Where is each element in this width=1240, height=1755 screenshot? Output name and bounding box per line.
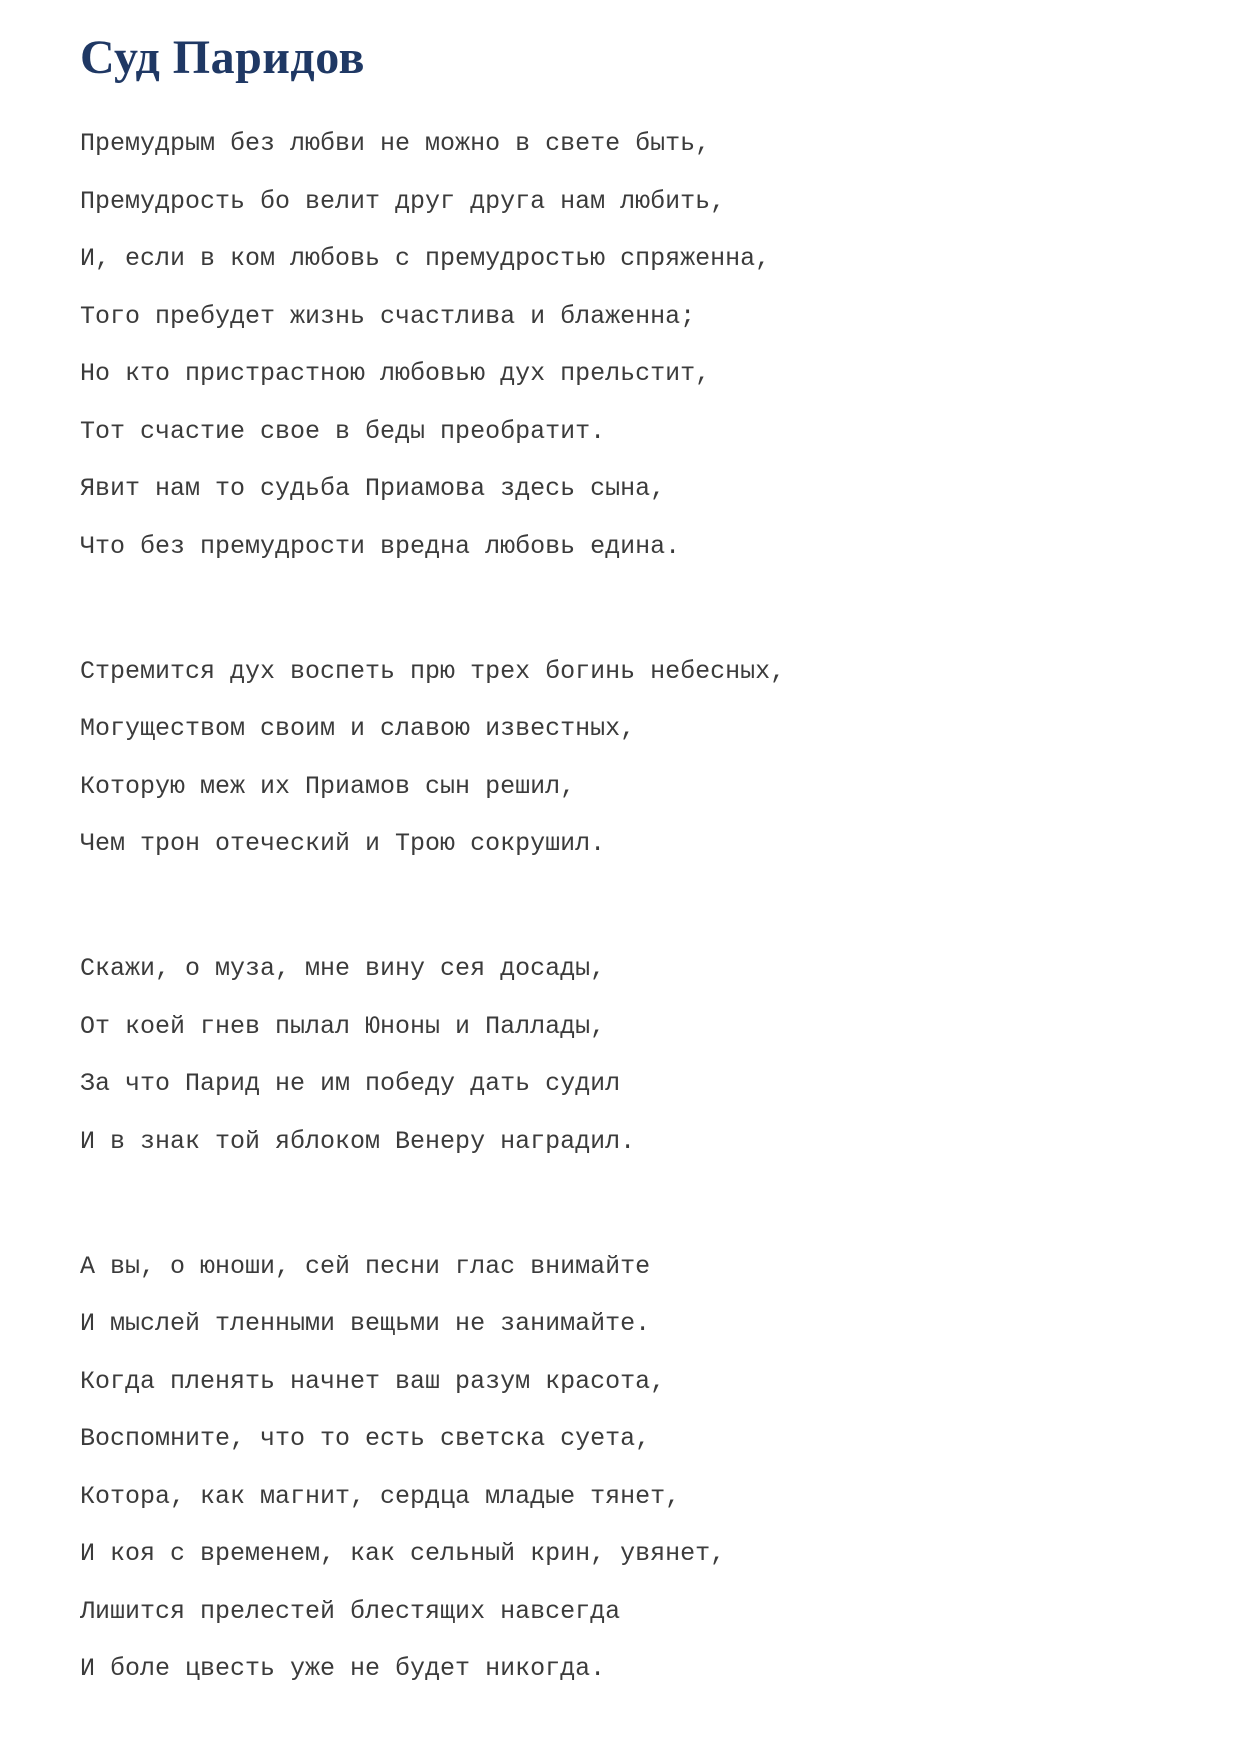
poem-line: Воспомните, что то есть светска суета, bbox=[80, 1424, 651, 1453]
poem-line: Когда пленять начнет ваш разум красота, bbox=[80, 1366, 666, 1396]
poem-line: Но кто пристрастною любовью дух прельстит, bbox=[80, 359, 711, 388]
page-title: Суд Паридов bbox=[80, 31, 365, 84]
poem-line: И мыслей тленными вещьми не занимайте. bbox=[80, 1309, 651, 1338]
poem-line: Могуществом своим и славою известных, bbox=[80, 714, 636, 743]
poem-line: И, если в ком любовь с премудростью спряженна, bbox=[80, 244, 771, 273]
poem-line: Чем трон отеческий и Трою сокрушил. bbox=[80, 829, 606, 858]
poem-line: Явит нам то судьба Приамова здесь сына, bbox=[80, 474, 666, 503]
stanza-3 bbox=[80, 954, 1180, 1184]
poem-line: И коя с временем, как сельный крин, увянет, bbox=[80, 1539, 726, 1568]
poem-line: Которую меж их Приамов сын решил, bbox=[80, 771, 576, 801]
poem-line: От коей гнев пылал Юноны и Паллады, bbox=[80, 1011, 606, 1041]
poem-line: Премудрость бо велит друг друга нам любить, bbox=[80, 186, 726, 216]
poem-body bbox=[80, 129, 1180, 1712]
poem-line: За что Парид не им победу дать судил bbox=[80, 1069, 621, 1098]
poem-line: Котора, как магнит, сердца младые тянет, bbox=[80, 1481, 681, 1511]
poem-line: Скажи, о муза, мне вину сея досады, bbox=[80, 954, 606, 983]
poem-line: Лишится прелестей блестящих навсегда bbox=[80, 1596, 621, 1626]
poem-line: Тот счастие свое в беды преобратит. bbox=[80, 416, 606, 446]
poem-line: Что без премудрости вредна любовь едина. bbox=[80, 531, 681, 561]
stanza-4 bbox=[80, 1252, 1180, 1712]
stanza-2 bbox=[80, 657, 1180, 887]
poem-line: А вы, о юноши, сей песни глас внимайте bbox=[80, 1251, 651, 1281]
stanza-1 bbox=[80, 129, 1180, 589]
poem-line: И в знак той яблоком Венеру наградил. bbox=[80, 1126, 636, 1156]
poem-line: Стремится дух воспеть прю трех богинь небесных, bbox=[80, 656, 786, 686]
poem-line: И боле цвесть уже не будет никогда. bbox=[80, 1654, 606, 1683]
poem-line: Премудрым без любви не можно в свете быть, bbox=[80, 129, 711, 158]
poem-line: Того пребудет жизнь счастлива и блаженна; bbox=[80, 301, 696, 331]
